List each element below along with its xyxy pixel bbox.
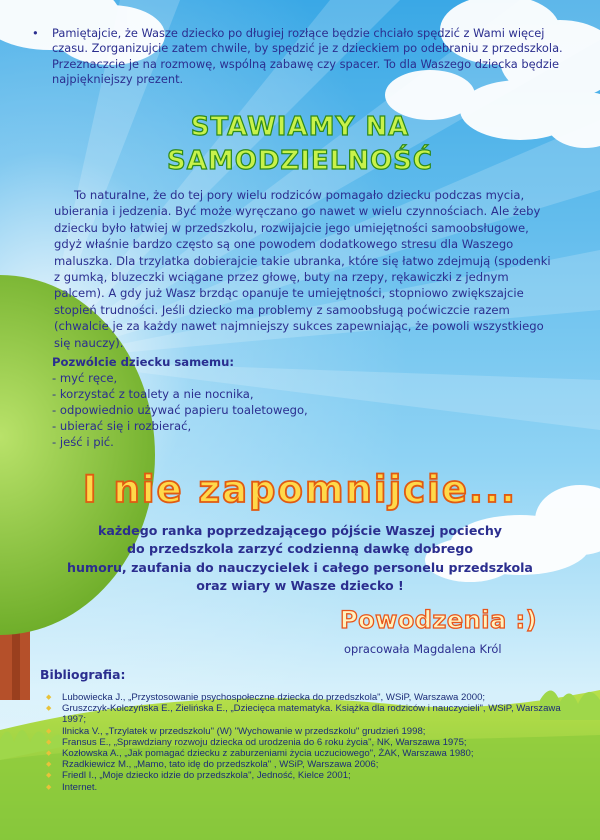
paragraph-text: To naturalne, że do tej pory wielu rodziców pomagało dziecku podczas mycia, ubierania i jedzenia. Być może wyręczano go nawet w wielu czynnościach. Ale żeby dziecku było łatwiej w przedszkolu, rozwijajcie jego umiejętności samoobsługowe, gdyż właśnie bardzo często są one powodem dodatkowego stresu dla Waszego maluszka. Dla trzylatka dobierajcie takie ubranka, które się łatwo zdejmują (spodenki z gumką, bluzeczki wciągane przez głowę, buty na rzepy, rękawiczki z jednym palcem). A gdy już Wasz brzdąc opanuje te umiejętności, stopniowo zwiększajcie stopień trudności. Jeśli dziecko ma problemy z samoobsługą poćwiczcie razem (chwalcie je za każdy nawet najmniejszy sukces zapewniając, że powoli wszystkiego się nauczy). (54, 188, 551, 350)
author-credit: opracowała Magdalena Król (344, 642, 502, 656)
independence-paragraph (54, 187, 554, 351)
bibliography-heading: Bibliografia: (40, 667, 126, 682)
intro-list (32, 26, 572, 88)
message-line: humoru, zaufania do nauczycielek i całego personelu przedszkola (67, 559, 533, 575)
bibliography-item: ◆ Fransus E., „Sprawdziany rozwoju dziecka od urodzenia do 6 roku życia", NK, Warszawa 1975; (46, 737, 586, 748)
bibliography-item: ◆ Ilnicka V., „Trzylatek w przedszkolu" (W) "Wychowanie w przedszkolu" grudzień 1998; (46, 726, 586, 737)
section-heading-line1: STAWIAMY NA (190, 112, 410, 142)
intro-text: Pamiętajcie, że Wasze dziecko po długiej rozłące będzie chciało spędzić z Wami więcej czasu. Zorganizujcie zatem chwile, by spędzić je z dzieckiem po odebraniu z przedszkola. Przeznaczcie je na rozmowę, wspólną zabawę czy spacer. To dla Waszego dziecka będzie najpiękniejszy prezent. (52, 26, 563, 87)
bullet: • (32, 26, 39, 40)
bibliography-item: ◆ Gruszczyk-Kolczyńska E., Zielińska E., „Dziecięca matematyka. Książka dla rodziców i nauczycieli", WSiP, Warszawa 1997; (46, 703, 586, 725)
list-item: - ubierać się i rozbierać, (52, 419, 192, 433)
reminder-title: I nie zapomnijcie... (82, 468, 518, 511)
allow-child-list (52, 354, 552, 450)
reminder-message (40, 522, 560, 596)
list-item: - myć ręce, (52, 371, 118, 385)
bibliography-item: ◆ Friedl I., „Moje dziecko idzie do przedszkola", Jedność, Kielce 2001; (46, 770, 586, 781)
list-item: - jeść i pić. (52, 435, 114, 449)
bibliography-item: ◆ Internet. (46, 782, 586, 793)
bibliography-item: ◆ Kozłowska A., „Jak pomagać dziecku z zaburzeniami życia uczuciowego", ŻAK, Warszawa 1980; (46, 748, 586, 759)
message-line: oraz wiary w Wasze dziecko ! (196, 578, 404, 594)
section-heading-line2: SAMODZIELNOŚĆ (167, 146, 433, 176)
good-luck-title: Powodzenia :) (340, 606, 538, 634)
bibliography-item: ◆ Lubowiecka J., „Przystosowanie psychospołeczne dziecka do przedszkola", WSiP, Warszawa 2000; (46, 692, 586, 703)
list-item: - korzystać z toalety a nie nocnika, (52, 387, 254, 401)
intro-item (32, 26, 572, 88)
list-item: - odpowiednio używać papieru toaletowego, (52, 403, 308, 417)
bibliography-item: ◆ Rzadkiewicz M., „Mamo, tato idę do przedszkola" , WSiP, Warszawa 2006; (46, 759, 586, 770)
message-line: do przedszkola zarzyć codzienną dawkę dobrego (127, 541, 473, 557)
bibliography-list (46, 692, 586, 793)
allow-child-heading: Pozwólcie dziecku samemu: (52, 355, 235, 369)
message-line: każdego ranka poprzedzającego pójście Waszej pociechy (97, 523, 503, 538)
